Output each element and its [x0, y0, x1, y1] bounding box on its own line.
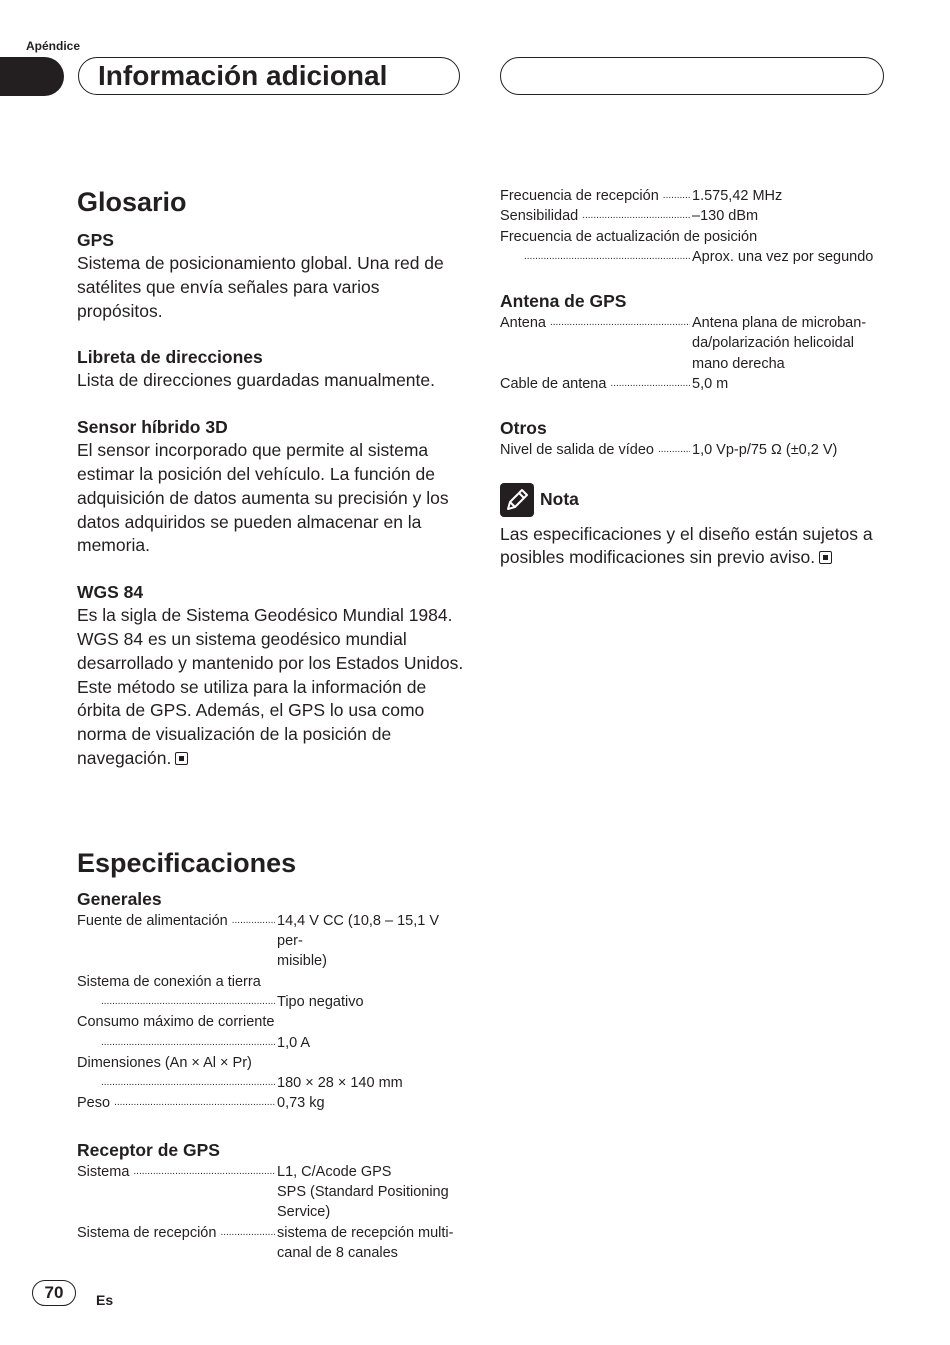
spec-label: Frecuencia de recepción [500, 188, 659, 204]
language-code: Es [96, 1292, 114, 1308]
spec-row-reception [77, 1223, 467, 1264]
spec-value-line: canal de 8 canales [277, 1244, 398, 1261]
spec-label: Nivel de salida de vídeo [500, 442, 654, 459]
spec-value-line: Service) [277, 1204, 331, 1221]
spec-label: Sistema de conexión a tierra [77, 973, 261, 990]
leader-dots [114, 1093, 275, 1113]
right-column [500, 186, 900, 570]
spec-label: Cable de antena [500, 376, 607, 393]
spec-value-line: mano derecha [692, 355, 785, 372]
spec-value-line: SPS (Standard Positioning [277, 1184, 449, 1201]
glossary-heading: Glosario [77, 187, 187, 217]
glossary-definition-text: Es la sigla de Sistema Geodésico Mundial 1984. WGS 84 es un sistema geodésico mundial desarrollado y mantenido por los Estados Unidos. Este método se utiliza para la información de órbita de GPS. Además, el GPS lo usa como norma de visualización de la posición de navegación. [77, 605, 464, 768]
leader-dots [101, 992, 275, 1012]
spec-value: –130 dBm [692, 208, 759, 225]
spec-value-line: sistema de recepción multi- [277, 1224, 454, 1241]
spec-value-line: 14,4 V CC (10,8 – 15,1 V per- [277, 912, 440, 950]
spec-value-line: da/polarización helicoidal [692, 335, 855, 352]
spec-label: Sensibilidad [500, 208, 579, 225]
spec-row-power [77, 911, 467, 972]
page-title: Información adicional [98, 60, 388, 91]
section-label: Apéndice [26, 39, 81, 53]
spec-label: Antena [500, 315, 546, 332]
spec-label: Peso [77, 1095, 111, 1112]
leader-dots [524, 247, 690, 267]
spec-value: Aprox. una vez por segundo [692, 248, 874, 265]
spec-row-sensitivity [500, 206, 900, 226]
spec-row-current [77, 1033, 467, 1053]
spec-label: Sistema de recepción [77, 1224, 217, 1241]
spec-label: Frecuencia de actualización de posición [500, 228, 758, 245]
empty-header-frame [500, 57, 884, 95]
specifications-heading: Especificaciones [77, 847, 297, 878]
spec-value [277, 911, 467, 972]
leader-dots [582, 206, 690, 226]
general-specs-heading: Generales [77, 888, 162, 909]
section-tab-marker [0, 57, 64, 96]
glossary-definition: Sistema de posicionamiento global. Una red de satélites que envía señales para varios propósitos. [77, 253, 444, 321]
spec-label: Dimensiones (An × Al × Pr) [77, 1054, 252, 1071]
spec-row-cable [500, 374, 900, 394]
spec-value [692, 313, 900, 374]
pencil-note-icon [500, 483, 534, 517]
leader-dots [133, 1162, 275, 1223]
glossary-term: Libreta de direcciones [77, 347, 263, 368]
glossary-term: Sensor híbrido 3D [77, 417, 228, 438]
spec-row-antenna [500, 313, 900, 374]
spec-value: 180 × 28 × 140 mm [277, 1075, 403, 1092]
glossary-definition [77, 604, 467, 771]
leader-dots [101, 1073, 275, 1093]
leader-dots [663, 186, 690, 206]
others-heading: Otros [500, 418, 547, 439]
spec-label: Sistema [77, 1163, 130, 1180]
note-text [500, 523, 885, 571]
glossary-term: WGS 84 [77, 582, 144, 603]
leader-dots [550, 313, 690, 374]
spec-row-system [77, 1162, 467, 1223]
page-number: 70 [32, 1280, 76, 1306]
note-text-content: Las especificaciones y el diseño están sujetos a posibles modificaciones sin previo aviso. [500, 523, 873, 568]
spec-row-weight [77, 1093, 467, 1113]
spec-value: 5,0 m [692, 376, 729, 393]
end-of-section-icon [175, 752, 188, 765]
spec-value-line: L1, C/Acode GPS [277, 1163, 392, 1180]
leader-dots [610, 374, 690, 394]
spec-value: Tipo negativo [277, 993, 364, 1010]
leader-dots [220, 1223, 275, 1264]
note-header [500, 483, 900, 517]
spec-value: 1,0 Vp-p/75 Ω (±0,2 V) [692, 442, 838, 459]
gps-antenna-heading: Antena de GPS [500, 291, 627, 312]
spec-label: Fuente de alimentación [77, 912, 228, 929]
spec-row-update [500, 247, 900, 267]
gps-receiver-heading: Receptor de GPS [77, 1139, 220, 1160]
leader-dots [658, 440, 690, 460]
glossary-definition: Lista de direcciones guardadas manualmente. [77, 370, 435, 391]
glossary-definition: El sensor incorporado que permite al sistema estimar la posición del vehículo. La función de adquisición de datos aumenta su precisión y los datos adquiridos se pueden almacenar en la memoria. [77, 440, 449, 556]
spec-row-dimensions [77, 1073, 467, 1093]
spec-value: 1,0 A [277, 1034, 311, 1051]
glossary-term: GPS [77, 230, 114, 250]
end-of-section-icon [819, 551, 832, 564]
left-column [77, 184, 467, 1263]
spec-value: 0,73 kg [277, 1095, 325, 1112]
note-title: Nota [540, 489, 579, 510]
spec-value [277, 1223, 467, 1264]
spec-value-line: misible) [277, 953, 327, 970]
leader-dots [232, 911, 275, 972]
spec-value [277, 1162, 467, 1223]
spec-row-ground [77, 992, 467, 1012]
spec-value-line: Antena plana de microban- [692, 315, 867, 332]
spec-row-frequency [500, 186, 900, 206]
spec-row-video [500, 440, 900, 460]
spec-label: Consumo máximo de corriente [77, 1014, 275, 1031]
spec-value: 1.575,42 MHz [692, 188, 783, 204]
leader-dots [101, 1033, 275, 1053]
